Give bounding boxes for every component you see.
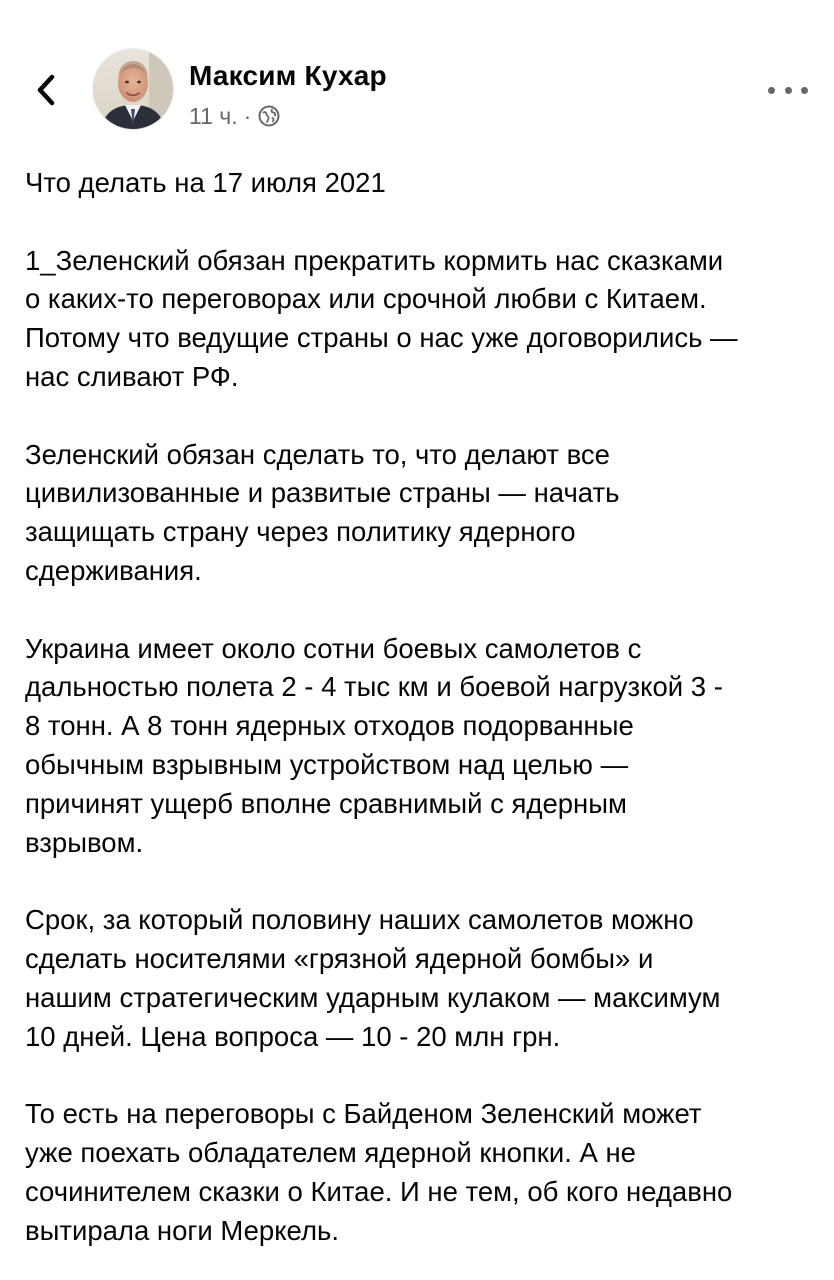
post-paragraph: Срок, за который половину наших самолетов можно сделать носителями «грязной ядерной бомбы» и нашим стратегическим ударным кулаком — максимум 10 дней. Цена вопроса — 10 - 20 млн грн. (25, 904, 721, 1052)
post-paragraph: 1_Зеленский обязан прекратить кормить нас сказками о каких-то переговорах или срочной любви с Китаем. Потому что ведущие страны о нас уже договорились — нас сливают РФ. (25, 244, 738, 392)
post-meta (189, 101, 281, 131)
post-header (0, 0, 834, 150)
post-paragraph: Что делать на 17 июля 2021 (25, 167, 386, 198)
post-time[interactable]: 11 ч. (189, 102, 238, 129)
more-options-button[interactable] (768, 78, 808, 102)
post-paragraph: Украина имеет около сотни боевых самолетов с дальностью полета 2 - 4 тыс км и боевой нагрузкой 3 - 8 тонн. А 8 тонн ядерных отходов подорванные обычным взрывным устройством над целью — причинят ущерб вполне сравнимый с ядерным взрывом. (25, 632, 723, 858)
post-paragraph: Зеленский обязан сделать то, что делают все цивилизованные и развитые страны — начать защищать страну через политику ядерного сдерживания. (25, 438, 620, 586)
more-horizontal-icon-dot (801, 87, 808, 94)
post-paragraph: То есть на переговоры с Байденом Зеленский может уже поехать обладателем ядерной кнопки. А не сочинителем сказки о Китае. И не тем, об кого недавно вытирала ноги Меркель. (25, 1098, 733, 1246)
post-text (25, 164, 815, 1250)
avatar-photo (93, 49, 173, 129)
meta-separator: · (243, 102, 252, 129)
chevron-left-icon (34, 72, 58, 108)
author-name[interactable]: Максим Кухар (189, 60, 387, 91)
more-horizontal-icon-dot (785, 87, 792, 94)
avatar[interactable] (93, 49, 173, 129)
globe-icon (257, 104, 281, 128)
back-button[interactable] (26, 68, 66, 112)
more-horizontal-icon-dot (768, 87, 775, 94)
